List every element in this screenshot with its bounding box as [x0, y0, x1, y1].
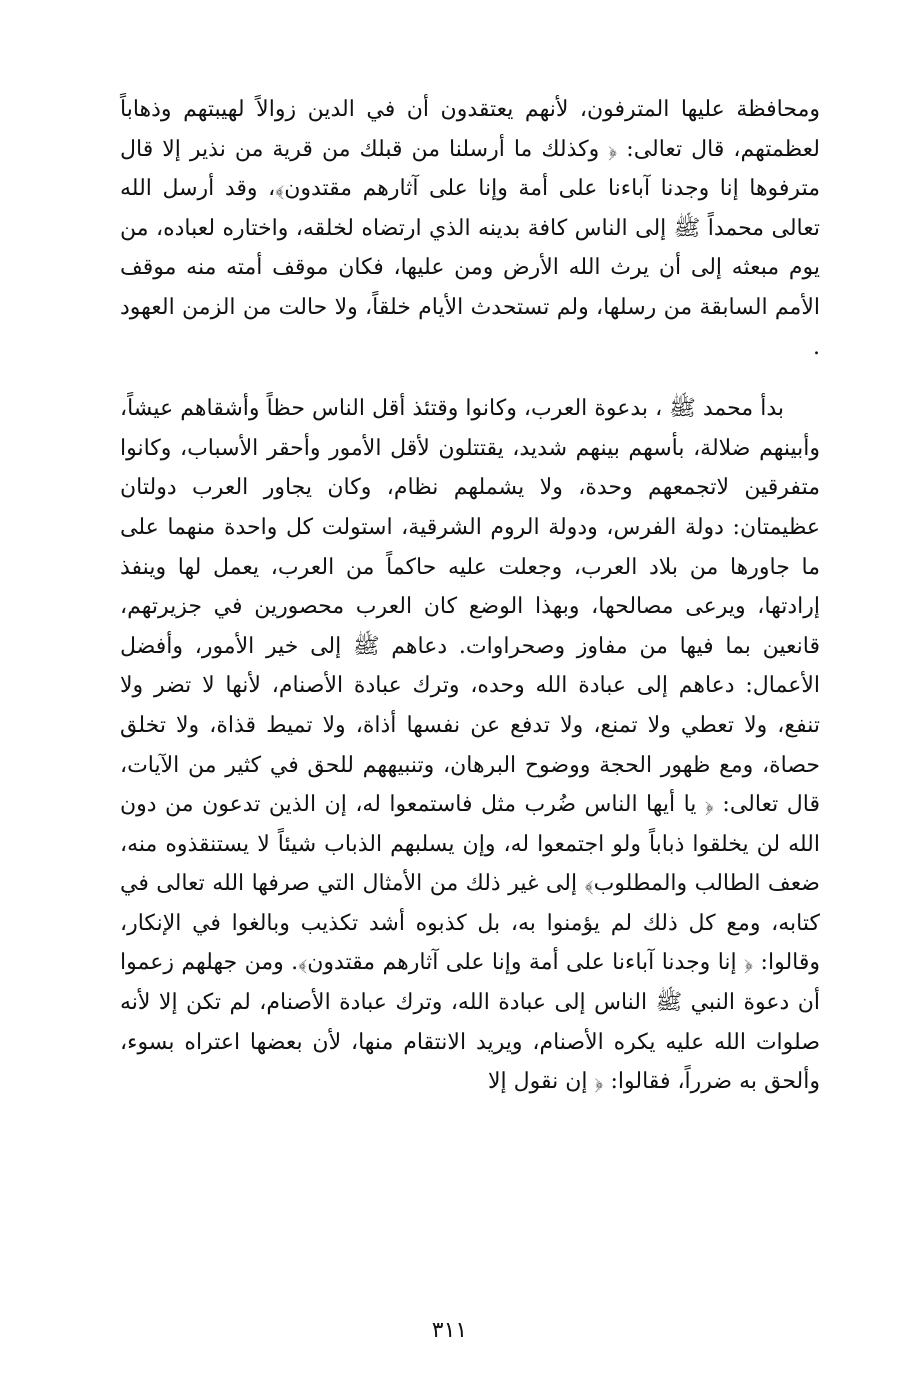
- paragraph-2: بدأ محمد ﷺ ، بدعوة العرب، وكانوا وقتئذ أقل الناس حظاً وأشقاهم عيشاً، وأبينهم ضلالة، بأسهم بينهم شديد، يقتتلون لأقل الأمور وأحقر الأسباب، وكانوا متفرقين لاتجمعهم وحدة، ولا يشملهم نظام، وكان يجاور العرب دولتان عظيمتان: دولة الفرس، ودولة الروم الشرقية، استولت كل واحدة منهما على ما جاورها من بلاد العرب، وجعلت عليه حاكماً من العرب، يعمل لها وينفذ إرادتها، ويرعى مصالحها، وبهذا الوضع كان العرب محصورين في جزيرتهم، قانعين بما فيها من مفاوز وصحراوات. دعاهم ﷺ إلى خير الأمور، وأفضل الأعمال: دعاهم إلى عبادة الله وحده، وترك عبادة الأصنام، لأنها لا تضر ولا تنفع، ولا تعطي ولا تمنع، ولا تدفع عن نفسها أذاة، ولا تميط قذاة، ولا تخلق حصاة، ومع ظهور الحجة ووضوح البرهان، وتنبيههم للحق في كثير من الآيات، قال تعالى: ﴿ يا أيها الناس ضُرب مثل فاستمعوا له، إن الذين تدعون من دون الله لن يخلقوا ذباباً ولو اجتمعوا له، وإن يسلبهم الذباب شيئاً لا يستنقذوه منه، ضعف الطالب والمطلوب﴾ إلى غير ذلك من الأمثال التي صرفها الله تعالى في كتابه، ومع كل ذلك لم يؤمنوا به، بل كذبوه أشد تكذيب وبالغوا في الإنكار، وقالوا: ﴿ إنا وجدنا آباءنا على أمة وإنا على آثارهم مقتدون﴾. ومن جهلهم زعموا أن دعوة النبي ﷺ الناس إلى عبادة الله، وترك عبادة الأصنام، لم تكن إلا لأنه صلوات الله عليه يكره الأصنام، ويريد الانتقام منها، لأن بعضها اعتراه بسوء، وألحق به ضرراً، فقالوا: ﴿ إن نقول إلا: [120, 396, 820, 1095]
- paragraph-1: ومحافظة عليها المترفون، لأنهم يعتقدون أن في الدين زوالاً لهيبتهم وذهاباً لعظمتهم، قال تعالى: ﴿ وكذلك ما أرسلنا من قبلك من قرية من نذير إلا قال مترفوها إنا وجدنا آباءنا على أمة وإنا على آثارهم مقتدون﴾، وقد أرسل الله تعالى محمداً ﷺ إلى الناس كافة بدينه الذي ارتضاه لخلقه، واختاره لعباده، من يوم مبعثه إلى أن يرث الله الأرض ومن عليها، فكان موقف أمته منه موقف الأمم السابقة من رسلها، ولم تستحدث الأيام خلقاً، ولا حالت من الزمن العهود .: [120, 97, 820, 360]
- page-number: ٣١١: [431, 1318, 468, 1343]
- body-text: [120, 90, 820, 1102]
